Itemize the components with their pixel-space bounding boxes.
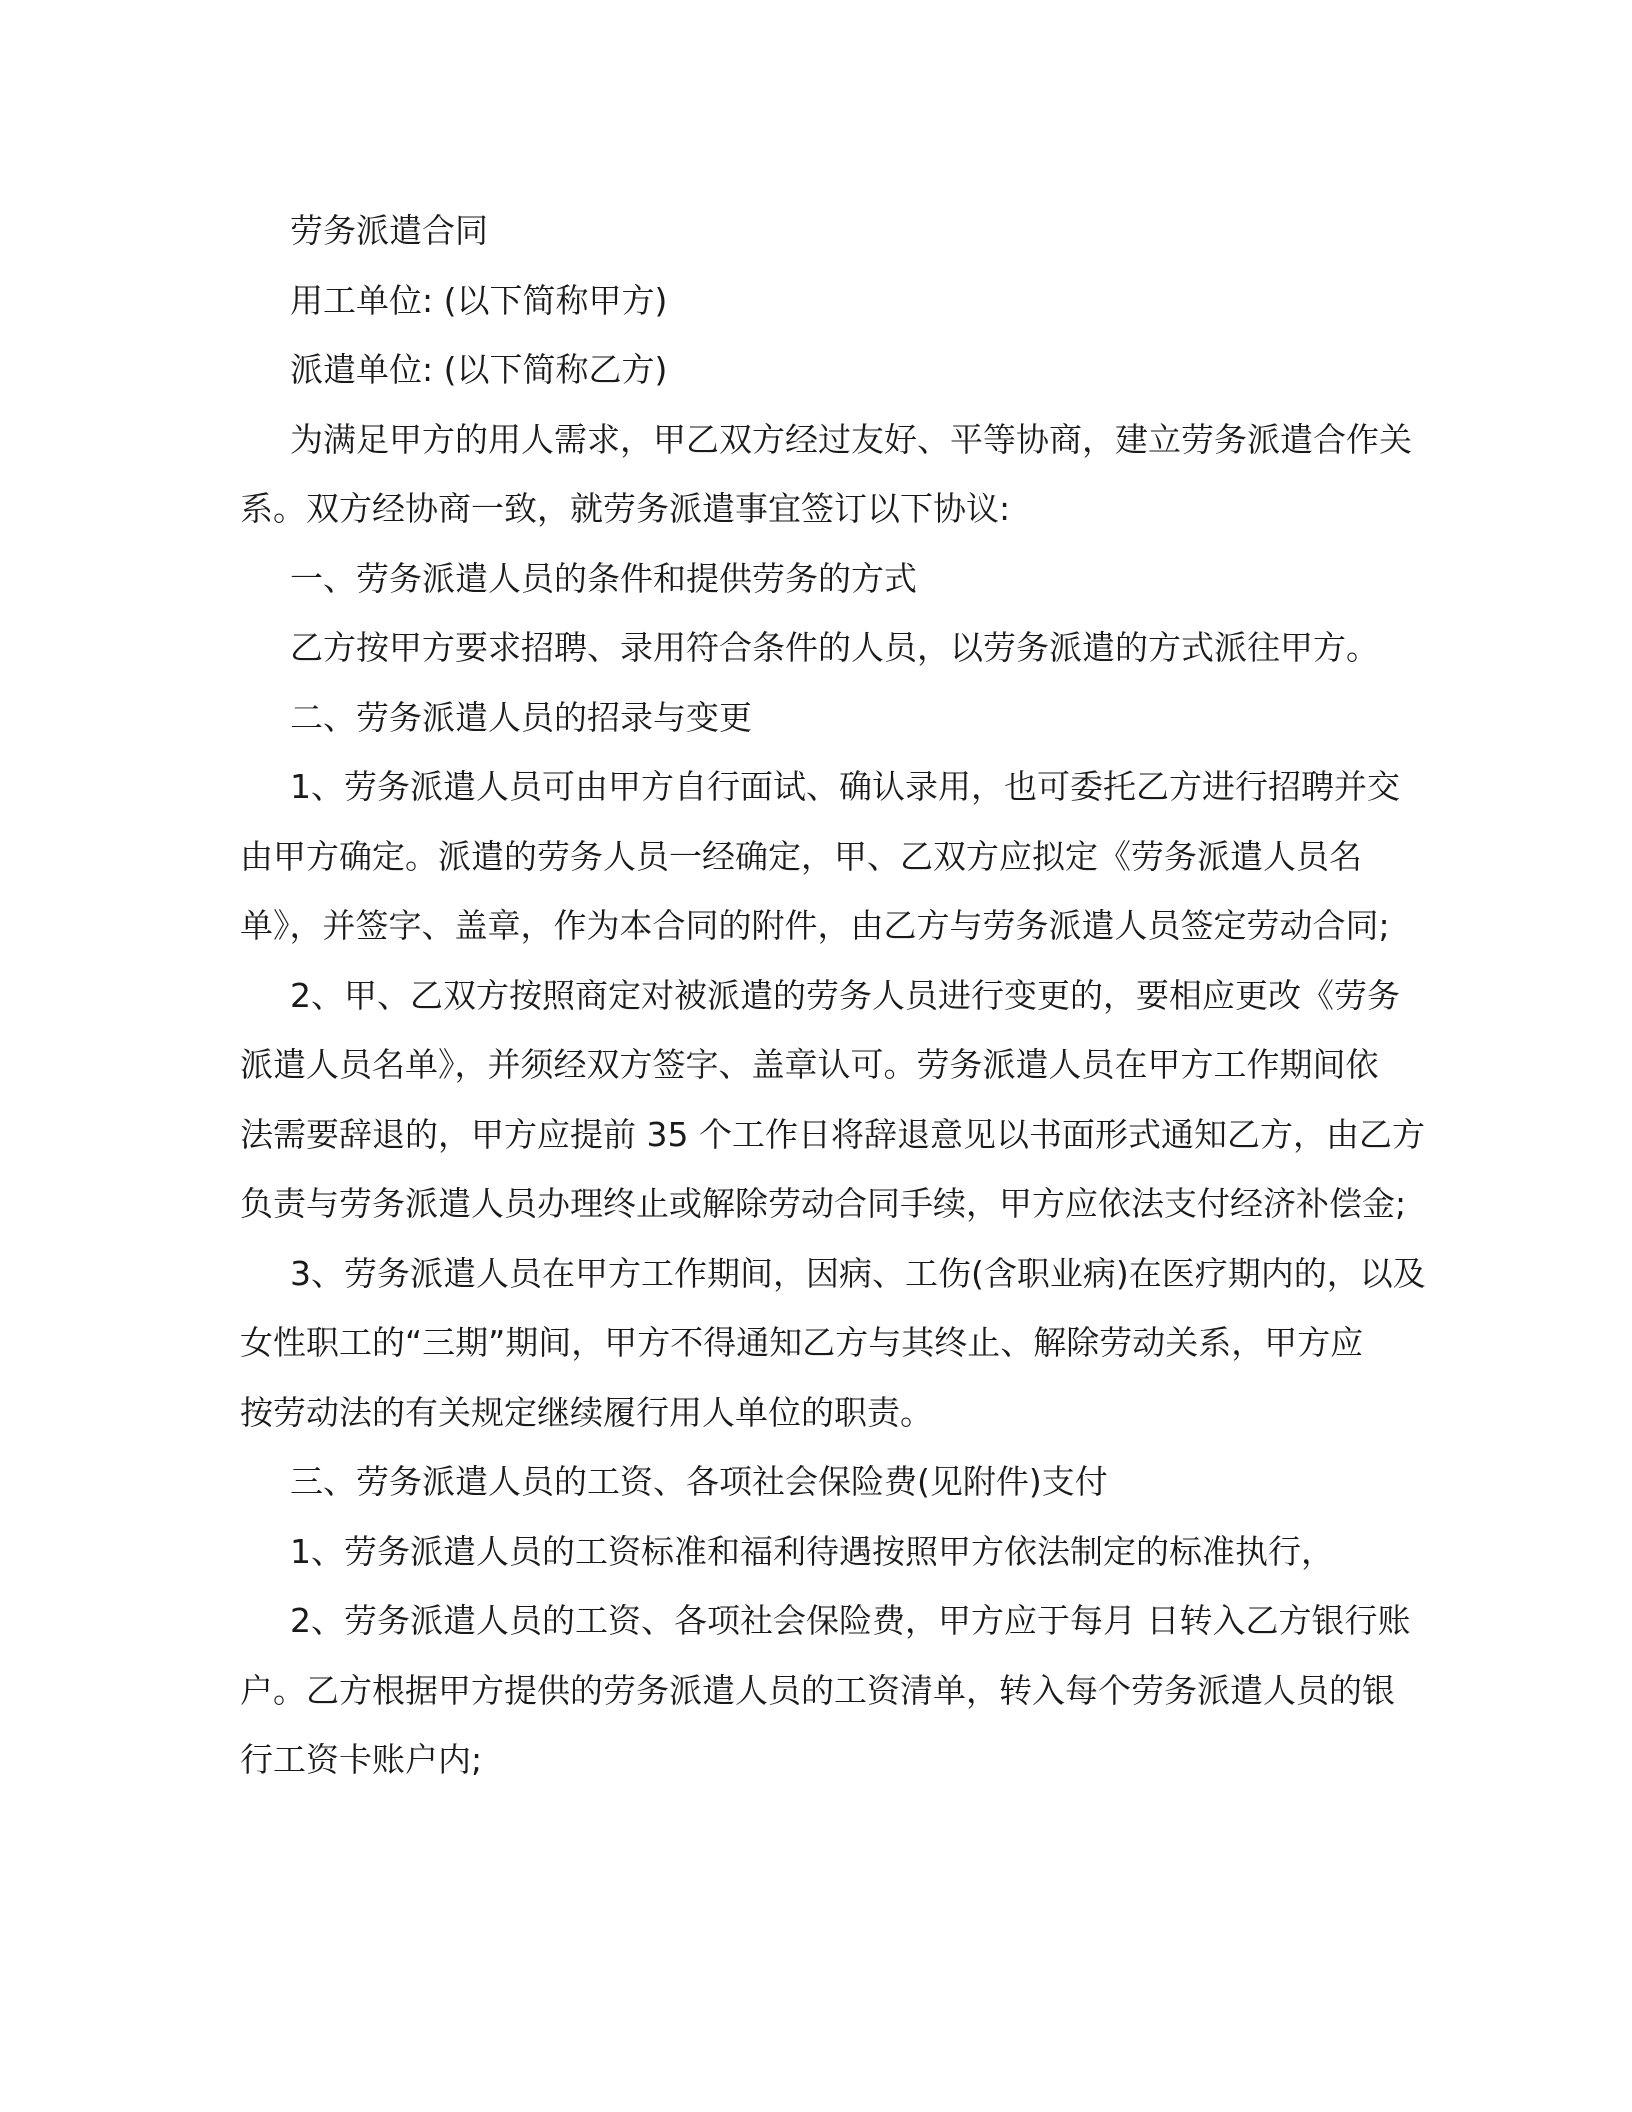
paragraph-line: 由甲方确定。派遣的劳务人员一经确定，甲、乙双方应拟定《劳务派遣人员名 [240,836,1362,876]
paragraph-line: 系。双方经协商一致，就劳务派遣事宜签订以下协议: [240,489,1011,528]
paragraph-line: 单》，并签字、盖章，作为本合同的附件，由乙方与劳务派遣人员签定劳动合同; [240,906,1390,945]
paragraph-line: 2、甲、乙双方按照商定对被派遣的劳务人员进行变更的，要相应更改《劳务 [290,975,1400,1015]
paragraph-line: 法需要辞退的，甲方应提前 35 个工作日将辞退意见以书面形式通知乙方，由乙方 [240,1114,1425,1154]
paragraph-line: 行工资卡账户内; [240,1740,483,1779]
document-body [240,196,1426,1795]
section-heading-3: 三、劳务派遣人员的工资、各项社会保险费(见附件)支付 [290,1462,1108,1501]
paragraph-line: 1、劳务派遣人员可由甲方自行面试、确认录用，也可委托乙方进行招聘并交 [290,767,1400,806]
paragraph-line: 按劳动法的有关规定继续履行用人单位的职责。 [240,1392,933,1432]
paragraph-line: 为满足甲方的用人需求，甲乙双方经过友好、平等协商，建立劳务派遣合作关 [290,419,1412,459]
party-a-line: 用工单位: (以下简称甲方) [290,280,668,320]
paragraph-line: 乙方按甲方要求招聘、录用符合条件的人员，以劳务派遣的方式派往甲方。 [290,628,1379,667]
section-heading-2: 二、劳务派遣人员的招录与变更 [290,697,752,737]
section-heading-1: 一、劳务派遣人员的条件和提供劳务的方式 [290,558,917,598]
paragraph-line: 3、劳务派遣人员在甲方工作期间，因病、工伤(含职业病)在医疗期内的，以及 [290,1253,1426,1293]
paragraph-line: 派遣人员名单》，并须经双方签字、盖章认可。劳务派遣人员在甲方工作期间依 [240,1045,1379,1084]
document-title: 劳务派遣合同 [290,211,488,250]
paragraph-line: 2、劳务派遣人员的工资、各项社会保险费，甲方应于每月 日转入乙方银行账 [290,1601,1411,1640]
paragraph-line: 负责与劳务派遣人员办理终止或解除劳动合同手续，甲方应依法支付经济补偿金; [240,1184,1407,1223]
party-b-line: 派遣单位: (以下简称乙方) [290,350,668,389]
paragraph-line: 女性职工的“三期”期间，甲方不得通知乙方与其终止、解除劳动关系，甲方应 [240,1323,1364,1362]
paragraph-line: 户。乙方根据甲方提供的劳务派遣人员的工资清单，转入每个劳务派遣人员的银 [240,1670,1395,1710]
paragraph-line: 1、劳务派遣人员的工资标准和福利待遇按照甲方依法制定的标准执行， [290,1531,1334,1571]
